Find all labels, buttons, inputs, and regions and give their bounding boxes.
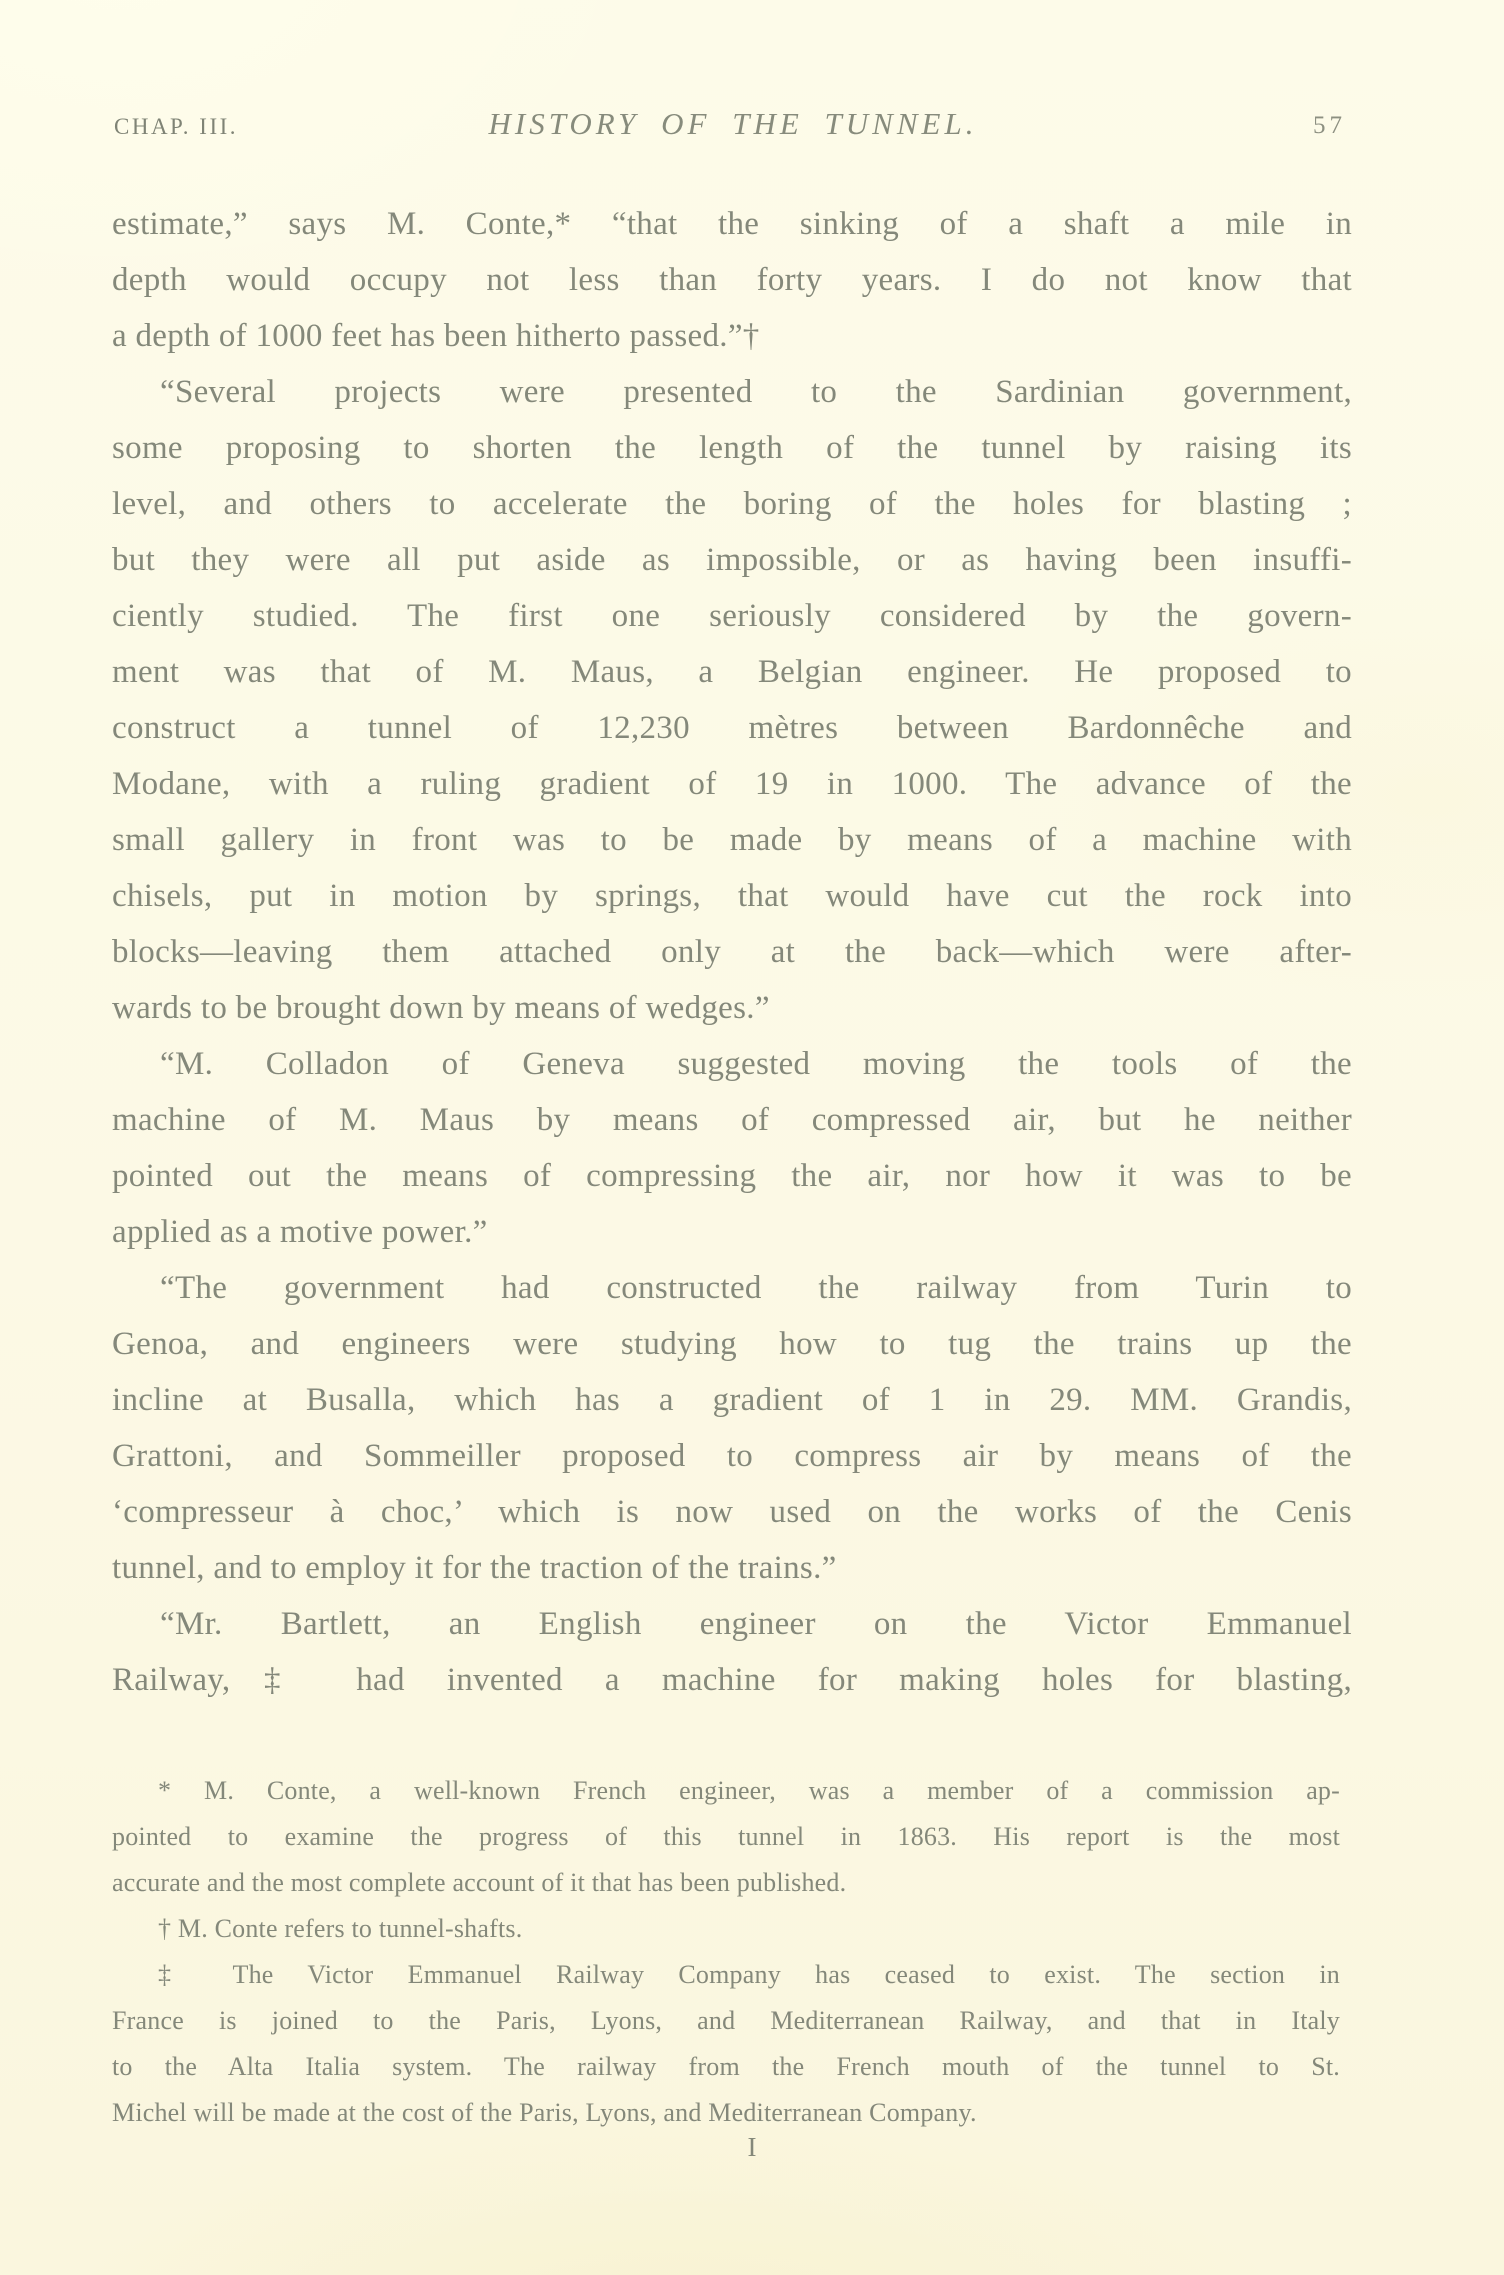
body-line: ment was that of M. Maus, a Belgian engineer. He proposed to [112, 654, 1352, 690]
footnote-line: ‡ The Victor Emmanuel Railway Company has ceased to exist. The section in [158, 1960, 1340, 1989]
chapter-label: CHAP. III. [114, 114, 239, 139]
body-line: machine of M. Maus by means of compressed air, but he neither [112, 1102, 1352, 1138]
body-line: Modane, with a ruling gradient of 19 in 1000. The advance of the [112, 766, 1352, 802]
footnote-line: France is joined to the Paris, Lyons, and Mediterranean Railway, and that in Italy [112, 2006, 1340, 2035]
body-line: pointed out the means of compressing the air, nor how it was to be [112, 1158, 1352, 1194]
body-line: small gallery in front was to be made by means of a machine with [112, 822, 1352, 858]
body-line: level, and others to accelerate the boring of the holes for blasting ; [112, 486, 1352, 522]
signature-mark: I [747, 2132, 757, 2162]
body-line: Grattoni, and Sommeiller proposed to compress air by means of the [112, 1438, 1352, 1474]
body-line: Genoa, and engineers were studying how to tug the trains up the [112, 1326, 1352, 1362]
body-line: construct a tunnel of 12,230 mètres between Bardonnêche and [112, 710, 1352, 746]
body-line: ‘compresseur à choc,’ which is now used on the works of the Cenis [112, 1494, 1352, 1530]
body-line: but they were all put aside as impossible, or as having been insuffi- [112, 542, 1352, 578]
body-line: “Several projects were presented to the Sardinian government, [160, 374, 1352, 410]
footnote-line: to the Alta Italia system. The railway from the French mouth of the tunnel to St. [112, 2052, 1340, 2081]
body-line: incline at Busalla, which has a gradient of 1 in 29. MM. Grandis, [112, 1382, 1352, 1418]
body-line: tunnel, and to employ it for the traction of the trains.” [112, 1550, 837, 1586]
body-line: “Mr. Bartlett, an English engineer on the Victor Emmanuel [160, 1606, 1352, 1642]
footnote-line: * M. Conte, a well-known French engineer, was a member of a commission ap- [158, 1776, 1340, 1805]
footnotes [112, 1768, 1340, 2136]
running-title: HISTORY OF THE TUNNEL. [488, 106, 978, 141]
body-line: “The government had constructed the railway from Turin to [160, 1270, 1352, 1306]
body-line: estimate,” says M. Conte,* “that the sinking of a shaft a mile in [112, 206, 1352, 242]
body-line: applied as a motive power.” [112, 1214, 488, 1250]
body-line: Railway,‡ had invented a machine for making holes for blasting, [112, 1662, 1352, 1698]
body-line: blocks—leaving them attached only at the back—which were after- [112, 934, 1352, 970]
body-line: ciently studied. The first one seriously considered by the govern- [112, 598, 1352, 634]
page-header [112, 106, 1354, 146]
body-line: some proposing to shorten the length of the tunnel by raising its [112, 430, 1352, 466]
footnote-line: Michel will be made at the cost of the Paris, Lyons, and Mediterranean Company. [112, 2098, 977, 2127]
footnote-line: † M. Conte refers to tunnel-shafts. [158, 1914, 523, 1943]
body-line: depth would occupy not less than forty years. I do not know that [112, 262, 1352, 298]
body-line: “M. Colladon of Geneva suggested moving the tools of the [160, 1046, 1352, 1082]
body-text [112, 196, 1352, 1708]
footnote-line: pointed to examine the progress of this tunnel in 1863. His report is the most [112, 1822, 1340, 1851]
footnote-line: accurate and the most complete account of it that has been published. [112, 1868, 847, 1897]
body-line: a depth of 1000 feet has been hitherto passed.”† [112, 318, 760, 354]
body-line: chisels, put in motion by springs, that would have cut the rock into [112, 878, 1352, 914]
body-line: wards to be brought down by means of wedges.” [112, 990, 770, 1026]
page-number: 57 [1313, 112, 1346, 139]
